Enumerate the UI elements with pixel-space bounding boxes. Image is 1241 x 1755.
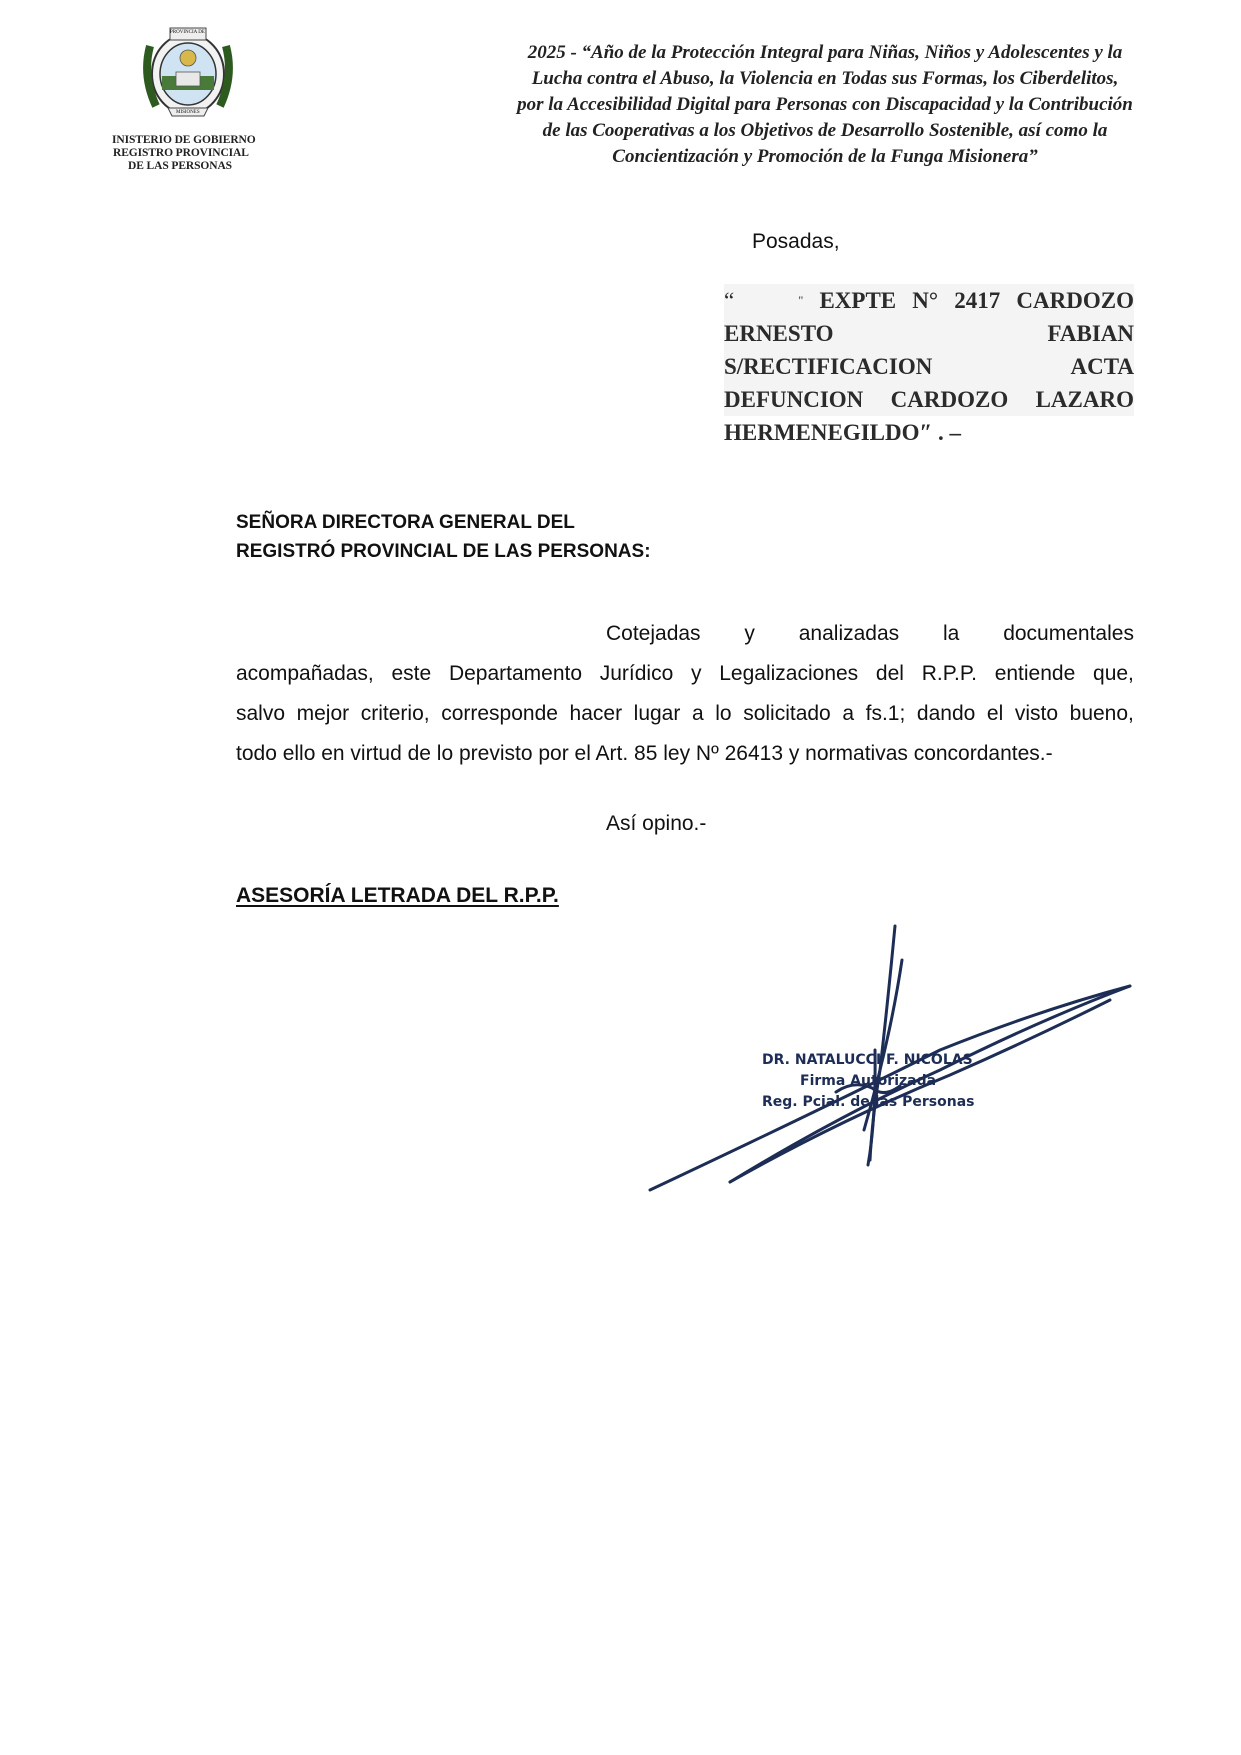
body-word: Jurídico	[599, 662, 674, 685]
stamp-line: DR. NATALUCCI F. NICOLAS	[762, 1052, 973, 1068]
body-word: visto	[1014, 702, 1059, 725]
seal-bottom-text: MISIONES	[176, 110, 200, 115]
motto-line: Lucha contra el Abuso, la Violencia en Todas sus Formas, los Ciberdelitos,	[531, 68, 1119, 89]
handwritten-signature	[640, 920, 1140, 1210]
body-word: la	[943, 622, 960, 645]
close-quote: "	[798, 293, 804, 307]
office-heading: ASESORÍA LETRADA DEL R.P.P.	[236, 884, 559, 907]
ministry-line: INISTERIO DE GOBIERNO	[112, 134, 256, 146]
expediente-word: ACTA	[1070, 354, 1134, 379]
expediente-word: CARDOZO	[890, 387, 1009, 412]
body-word: bueno,	[1069, 702, 1134, 725]
body-word: solicitado	[743, 702, 831, 725]
body-word: Departamento	[448, 662, 583, 685]
body-word: Cotejadas	[606, 622, 701, 645]
place-line: Posadas,	[752, 230, 840, 253]
body-word: a	[842, 702, 855, 725]
motto-line: 2025 - “Año de la Protección Integral para Niñas, Niños y Adolescentes y la	[527, 42, 1123, 63]
expediente-line	[724, 416, 1134, 449]
open-quote: “	[724, 288, 735, 313]
ministry-line: REGISTRO PROVINCIAL	[113, 147, 249, 159]
expediente-word: N°	[912, 288, 939, 313]
body-word: Legalizaciones	[719, 662, 859, 685]
stamp-line: Firma Autorizada	[800, 1073, 937, 1089]
body-word: a	[691, 702, 704, 725]
body-line: todo ello en virtud de lo previsto por el Art. 85 ley Nº 26413 y normativas concordantes.-	[236, 742, 1053, 765]
expediente-word: ERNESTO	[724, 321, 834, 346]
expediente-line	[724, 284, 1134, 317]
expediente-line	[724, 383, 1134, 416]
body-word: mejor	[296, 702, 350, 725]
body-word: analizadas	[798, 622, 900, 645]
body-paragraph	[236, 614, 1134, 774]
ministry-line: DE LAS PERSONAS	[128, 160, 232, 172]
body-word: corresponde	[441, 702, 558, 725]
body-word: el	[986, 702, 1004, 725]
year-motto	[440, 40, 1210, 170]
expediente-word: HERMENEGILDO″ . –	[724, 420, 961, 445]
motto-line: Concientización y Promoción de la Funga Misionera”	[612, 146, 1038, 167]
expediente-word: LAZARO	[1035, 387, 1134, 412]
body-word: criterio,	[360, 702, 430, 725]
body-word: que,	[1093, 662, 1134, 685]
recipient-line: REGISTRÓ PROVINCIAL DE LAS PERSONAS:	[236, 541, 651, 562]
body-word: hacer	[569, 702, 623, 725]
motto-line: por la Accesibilidad Digital para Personas con Discapacidad y la Contribución	[517, 94, 1133, 115]
expediente-word: CARDOZO	[1016, 288, 1134, 313]
closing-line: Así opino.-	[606, 812, 707, 835]
motto-line: de las Cooperativas a los Objetivos de Desarrollo Sostenible, así como la	[542, 120, 1108, 141]
expediente-word: EXPTE	[819, 288, 897, 313]
expediente-word: FABIAN	[1047, 321, 1134, 346]
expediente-word: S/RECTIFICACION	[724, 354, 933, 379]
body-word: y	[691, 662, 702, 685]
recipient-line: SEÑORA DIRECTORA GENERAL DEL	[236, 512, 575, 533]
seal-top-text: PROVINCIA DE	[170, 30, 205, 35]
body-word: del	[875, 662, 904, 685]
body-line	[236, 614, 1134, 654]
body-word: documentales	[1003, 622, 1134, 645]
body-word: entiende	[994, 662, 1076, 685]
body-word: lo	[715, 702, 732, 725]
body-word: y	[744, 622, 755, 645]
provincial-seal-icon	[140, 26, 236, 120]
expediente-word: 2417	[954, 288, 1001, 313]
body-word: salvo	[236, 702, 286, 725]
body-word: este	[391, 662, 432, 685]
body-word: R.P.P.	[921, 662, 977, 685]
stamp-line: Reg. Pcial. de las Personas	[762, 1094, 975, 1110]
recipient-block	[236, 508, 651, 566]
body-word: lugar	[633, 702, 681, 725]
expediente-word: DEFUNCION	[724, 387, 864, 412]
expediente-reference	[724, 284, 1134, 449]
body-line	[236, 694, 1134, 734]
body-word: acompañadas,	[236, 662, 374, 685]
body-word: fs.1;	[865, 702, 906, 725]
ministry-block	[112, 134, 282, 173]
expediente-line	[724, 350, 1134, 383]
body-line	[236, 654, 1134, 694]
expediente-line	[724, 317, 1134, 350]
body-word: dando	[916, 702, 976, 725]
